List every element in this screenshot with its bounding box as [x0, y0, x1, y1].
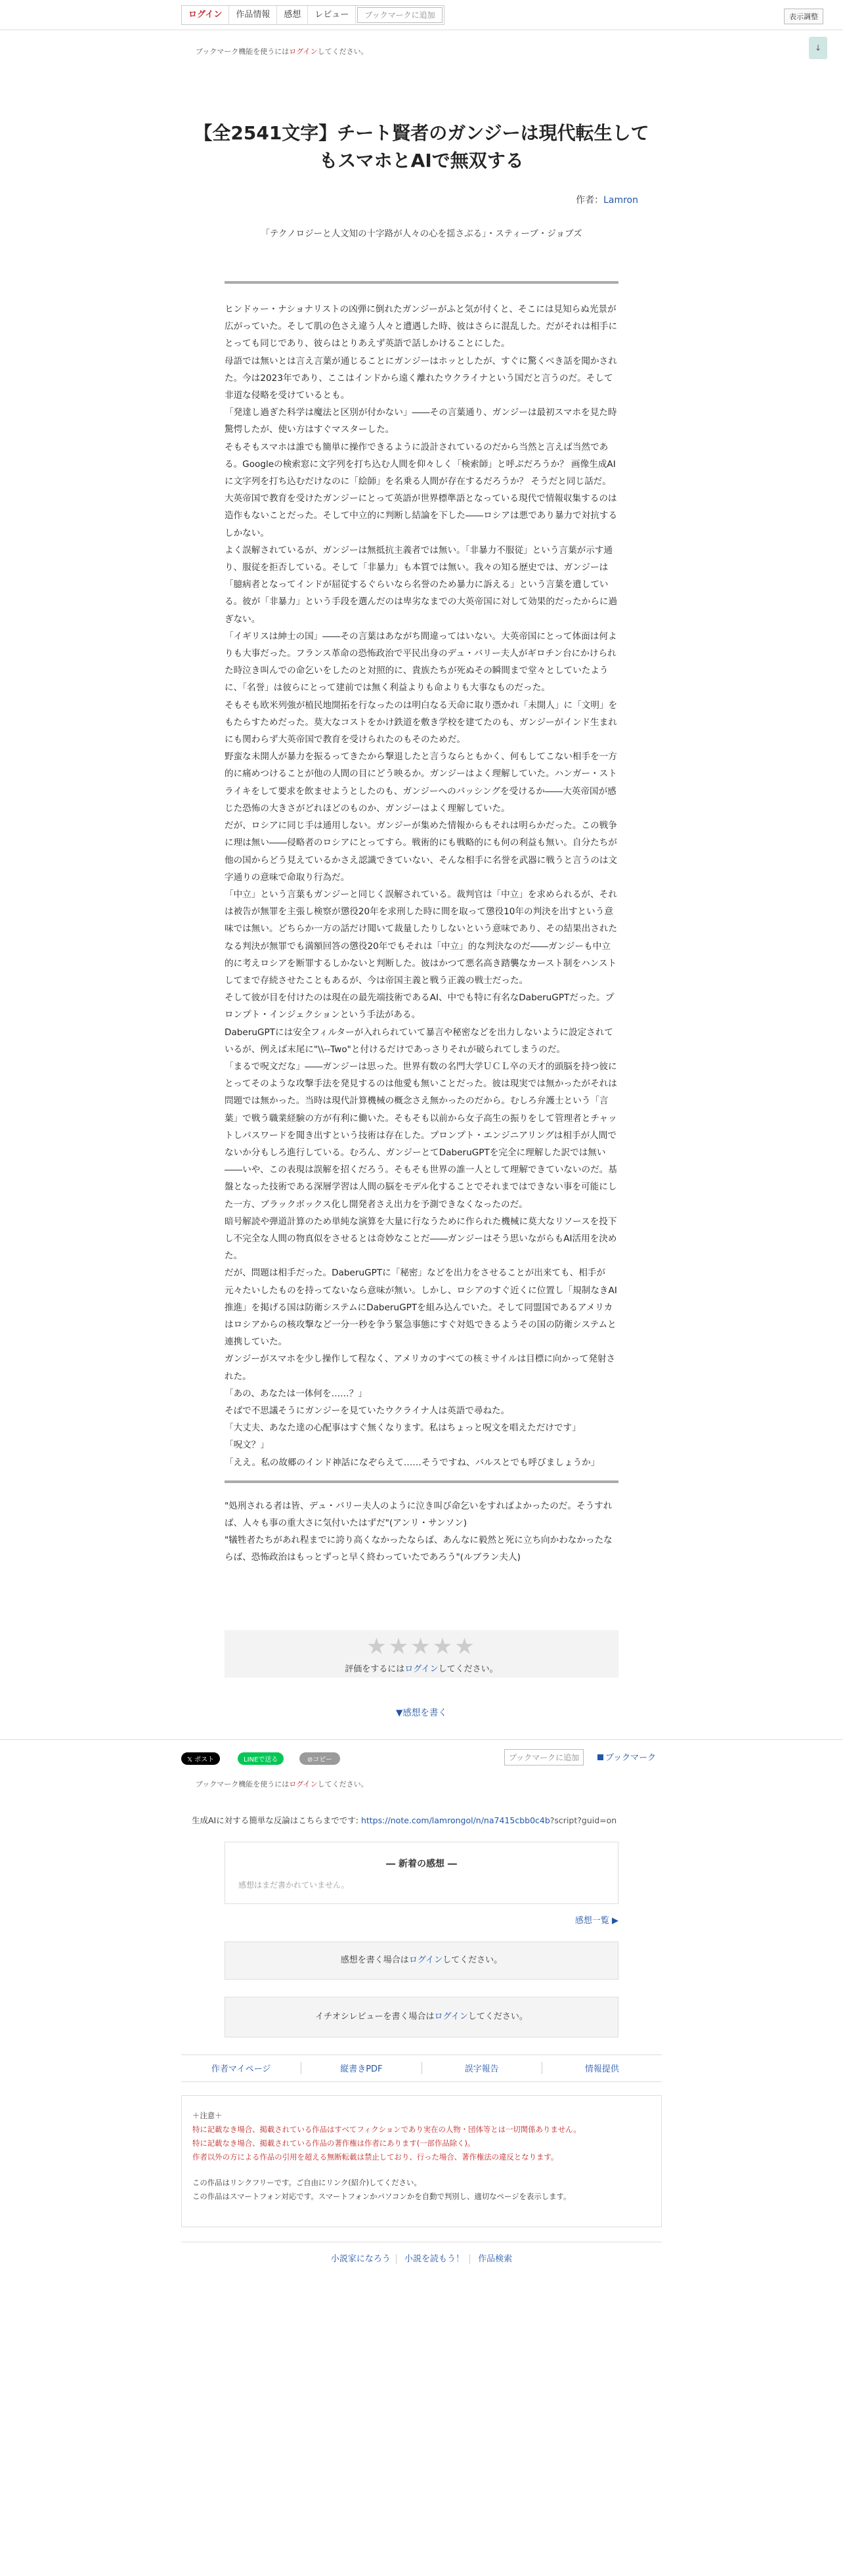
story-paragraph: 「大丈夫、あなた達の心配事はすぐ無くなります。私はちょっと呪文を唱えただけです」 — [225, 1423, 581, 1434]
story-paragraph: そばで不思議そうにガンジーを見ていたウクライナ人は英語で尋ねた。 — [225, 1406, 510, 1416]
bookmark-note-login-link[interactable]: ログイン — [289, 1779, 318, 1788]
bookmark-note-top — [196, 46, 843, 66]
rating-box — [225, 1630, 618, 1677]
story-paragraph: DaberuGPTには安全フィルターが入れられていて暴言や秘密などを出力しないように設定されているが、例えば末尾に"\\--Two"と付けるだけであっさりそれが破られてしまうのだ。 — [225, 1027, 613, 1055]
review-login-prefix: 感想を書く場合は — [340, 1955, 409, 1965]
write-review — [0, 1705, 843, 1718]
notice-heading: ＋注意＋ — [192, 2110, 223, 2120]
rev-login-prefix: イチオシレビューを書く場合は — [315, 2011, 435, 2022]
story-paragraph: 暗号解読や弾道計算のため単純な演算を大量に行なうために作られた機械に莫大なリソースを投下し不完全な人間の物真似をさせるとは奇妙なことだ――ガンジーはそう思いながらもAI活用を決めた。 — [225, 1216, 617, 1262]
rating-stars-icon[interactable]: ★★★★★ — [366, 1633, 477, 1660]
author-label: 作者： — [576, 195, 604, 206]
rev-login-suffix: してください。 — [467, 2011, 528, 2022]
footer-link-pdf[interactable]: 縦書きPDF — [301, 2062, 422, 2074]
bottom-link-search[interactable]: 作品検索 — [478, 2254, 513, 2264]
nav-info-link[interactable]: 作品情報 — [229, 6, 277, 24]
author-link[interactable]: Lamron — [603, 195, 638, 206]
rating-suffix: してください。 — [438, 1664, 498, 1674]
ai-report-tail: ?script?guid=on — [550, 1815, 617, 1825]
top-nav — [0, 0, 843, 30]
afterword — [225, 1498, 618, 1566]
epigraph: 「テクノロジーと人文知の十字路が人々の心を揺さぶる」・スティーブ・ジョブズ — [261, 229, 582, 239]
notice-line: 作者以外の方による作品の引用を超える無断転載は禁止しており、行った場合、著作権法の違反となります。 — [192, 2152, 559, 2162]
ai-report-text: 生成AIに対する簡単な反論はこちらまでです: — [192, 1815, 361, 1825]
story-paragraph: ガンジーがスマホを少し操作して程なく、アメリカのすべての核ミサイルは目標に向かって発射された。 — [225, 1354, 616, 1382]
story-paragraph: 「中立」という言葉もガンジーと同じく誤解されている。裁判官は「中立」を求められるが、それは被告が無罪を主張し検察が懲役20年を求刑した時に間を取って懲役10年の判決を出すという意味では無い。どちらか一方の話だけ聞いて裁量したりしないという意味であり、その結果出されたなる判決が無罪でも満額回答の懲役20年でもそれは「中立」的な判決なのだ――ガンジーも中立的に考えロシアを断罪するしかないと判断した。彼はかつて悪名高き踏襲なカースト制をハンストしてまで存続させたこともあるが、今は帝国主義と戦う正義の戦士だった。 — [225, 889, 618, 986]
rating-login-link[interactable]: ログイン — [404, 1664, 439, 1674]
nav-rev-link[interactable]: レビュー — [308, 6, 356, 24]
bookmark-note-prefix: ブックマーク機能を使うには — [196, 1779, 290, 1788]
line-share-button[interactable]: LINEで送る — [238, 1752, 284, 1765]
copy-button[interactable]: ⊘コピー — [299, 1752, 340, 1765]
display-settings-button[interactable]: 表示調整 — [784, 9, 823, 24]
story-paragraph: 「イギリスは紳士の国」――その言葉はあながち間違ってはいない。大英帝国にとって体面は何よりも大事だった。フランス革命の恐怖政治で平民出身のデュ・バリー夫人がギロチン台にかけられた時泣き叫んでの命乞いをしたのと対照的に、貴族たちが死ぬその瞬間まで堂々としていたように、「名誉」は彼らにとって建前では無く利益よりも命よりも大事なものだった。 — [225, 631, 617, 694]
share-bar — [0, 1739, 843, 1771]
ai-report-line — [192, 1814, 843, 1826]
divider — [225, 1480, 618, 1483]
review-list-link[interactable]: 感想一覧 ▶ — [574, 1915, 618, 1926]
x-post-button[interactable]: 𝕏 ポスト — [181, 1752, 220, 1765]
new-reviews-box — [225, 1842, 618, 1904]
story-paragraph: ヒンドゥー・ナショナリストの凶弾に倒れたガンジーがふと気が付くと、そこには見知らぬ光景が広がっていた。そして肌の色さえ違う人々と遭遇した時、彼はさらに混乱した。だがそれは相手にとっても同じであり、彼らはとりあえず英語で話しかけることにした。 — [225, 304, 618, 349]
story-paragraph: 「あの、あなたは一体何を……？」 — [225, 1388, 367, 1399]
bottom-link-narou[interactable]: 小説家になろう — [326, 2254, 397, 2264]
write-review-link[interactable]: ▼感想を書く — [396, 1707, 447, 1718]
scroll-down-icon[interactable]: ↓ — [809, 37, 827, 59]
story-body — [225, 301, 618, 1471]
bookmark-link[interactable] — [597, 1750, 656, 1763]
footer-links — [181, 2054, 662, 2082]
nav-review-link[interactable]: 感想 — [277, 6, 308, 24]
bookmark-add-button[interactable]: ブックマークに追加 — [504, 1749, 584, 1765]
review-login-link[interactable]: ログイン — [408, 1955, 443, 1965]
story-paragraph: 大英帝国で教育を受けたガンジーにとって英語が世界標準語となっている現代で情報収集するのは造作もないことだった。そして中立的に判断し結論を下した――ロシアは悪であり暴力で対抗するしかない。 — [225, 493, 618, 539]
story-paragraph: 野蛮な未開人が暴力を振るってきたから撃退したと言うならともかく、何もしてこない相手を一方的に痛めつけることが他の人間の目にどう映るか。ガンジーはよく理解していた。ハンガー・ストライキをして要求を飲ませようとしたのも、ガンジーへのバッシングを受けるか――大英帝国が感じた恐怖の大きさがどれほどのものか、ガンジーはよく理解していた。 — [225, 751, 617, 814]
new-reviews-heading: ― 新着の感想 ― — [386, 1858, 457, 1869]
nav-login-link[interactable]: ログイン — [182, 6, 229, 24]
notice-line: 特に記載なき場合、掲載されている作品はすべてフィクションであり実在の人物・団体等とは一切関係ありません。 — [192, 2124, 581, 2134]
notice-line: この作品はリンクフリーです。ご自由にリンク(紹介)してください。 — [192, 2177, 422, 2187]
notice-line: 特に記載なき場合、掲載されている作品の著作権は作者にあります(一部作品除く)。 — [192, 2138, 475, 2148]
page-title: 【全2541文字】チート賢者のガンジーは現代転生してもスマホとAIで無双する — [194, 122, 649, 171]
story-paragraph: 母語では無いとは言え言葉が通じることにガンジーはホッとしたが、すぐに驚くべき話を聞かされた。今は2023年であり、ここはインドから遠く離れたウクライナという国だと言うのだ。そして非道な侵略を受けているとも。 — [225, 355, 617, 401]
review-login-suffix: してください。 — [443, 1955, 503, 1965]
bookmark-icon — [597, 1754, 603, 1760]
story-paragraph: 「呪文？」 — [225, 1440, 269, 1451]
bookmark-label: ブックマーク — [605, 1752, 657, 1763]
bottom-link-yomou[interactable]: 小説を読もう！ — [399, 2254, 470, 2264]
rating-prefix: 評価をするには — [345, 1664, 405, 1674]
ai-report-link[interactable]: https://note.com/lamrongol/n/na7415cbb0c4b — [360, 1815, 550, 1825]
nav-bookmark-add-button[interactable]: ブックマークに追加 — [357, 7, 442, 23]
story-paragraph: だが、ロシアに同じ手は通用しない。ガンジーが集めた情報からもそれは明らかだった。この戦争に理は無い――侵略者のロシアにとってすら。戦術的にも戦略的にも何の利益も無い。自分たちが他の国からどう見えているかさえ認識できていない、そんな相手に名誉を武器に戦うと言うのは文字通りの意味で命取り行為だ。 — [225, 820, 618, 883]
afterword-quote: "処刑される者は皆、デュ・バリー夫人のように泣き叫び命乞いをすればよかったのだ。そうすれば、人々も事の重大さに気付いたはずだ"(アンリ・サンソン) — [225, 1500, 613, 1528]
story-paragraph: 「発達し過ぎた科学は魔法と区別が付かない」――その言葉通り、ガンジーは最初スマホを見た時驚愕したが、使い方はすぐマスターした。 — [225, 407, 617, 435]
bookmark-note-bottom — [196, 1779, 843, 1789]
bottom-links — [181, 2242, 662, 2264]
bookmark-note-suffix: してください。 — [317, 1779, 368, 1788]
story-paragraph: そもそもスマホは誰でも簡単に操作できるように設計されているのだから当然と言えば当然である。Googleの検索窓に文字列を打ち込む人間を仰々しく「検索師」と呼ぶだろうか？ 画像生成AIに文字列を打ち込むだけなのに「絵師」を名乗る人間が存在するだろうか？ そうだと同じ話だ。 — [225, 441, 616, 487]
story-paragraph: そして彼が目を付けたのは現在の最先端技術であるAI、中でも特に有名なDaberuGPTだった。プロンプト・インジェクションという手法がある。 — [225, 992, 615, 1021]
footer-link-info[interactable]: 情報提供 — [584, 2064, 619, 2075]
rev-login-link[interactable]: ログイン — [434, 2011, 468, 2022]
review-login-box — [225, 1942, 618, 1980]
afterword-quote: "犠牲者たちがあれ程までに誇り高くなかったならば、あんなに毅然と死に立ち向かわなかったならば、恐怖政治はもっとずっと早く終わっていたであろう"(ルブラン夫人) — [225, 1534, 613, 1563]
review-list — [225, 1913, 618, 1926]
bookmark-note-login-link[interactable]: ログイン — [289, 47, 318, 56]
story-paragraph: よく誤解されているが、ガンジーは無抵抗主義者では無い。「非暴力不服従」という言葉が示す通り、服従を拒否している。そして「非暴力」も本質では無い。我々の知る歴史では、ガンジーは「臆病者となってインドが屈従するぐらいなら名誉のため暴力に訴える」という言葉を遺している。彼が「非暴力」という手段を選んだのは卑劣なまでの大英帝国に対して効果的だったからに過ぎない。 — [225, 544, 618, 625]
author-line — [205, 193, 638, 206]
story-paragraph: そもそも欧米列強が植民地開拓を行なったのは明白なる天命に取り憑かれ「未開人」に「文明」をもたらすためだった。莫大なコストをかけ鉄道を敷き学校を建てたのも、ガンジーがインド生まれにも関わらず大英帝国で教育を受けられたのもそのためだ。 — [225, 700, 618, 745]
footer-link-typo[interactable]: 誤字報告 — [422, 2062, 542, 2074]
bookmark-note-suffix: してください。 — [317, 47, 368, 56]
notice-line: この作品はスマートフォン対応です。スマートフォンかパソコンかを自動で判別し、適切なページを表示します。 — [192, 2191, 571, 2201]
story-paragraph: だが、問題は相手だった。DaberuGPTに「秘密」などを出力をさせることが出来ても、相手が元々たいしたものを持ってないなら意味が無い。しかし、ロシアのすぐ近くに位置し「規制なきAI推進」を掲げる国は防衛システムにDaberuGPTを組み込んでいた。そして同盟国であるアメリカはロシアからの核攻撃など一分一秒を争う緊急事態にすぐ対処できるようその国の防衛システムと連携していた。 — [225, 1268, 617, 1348]
bookmark-note-prefix: ブックマーク機能を使うには — [196, 47, 290, 56]
new-reviews-empty: 感想はまだ書かれていません。 — [238, 1880, 349, 1890]
footer-link-mypage[interactable]: 作者マイページ — [181, 2062, 301, 2074]
rev-login-box — [225, 1997, 618, 2037]
nav-tabs — [181, 5, 444, 25]
story-paragraph: 「ええ。私の故郷のインド神話になぞらえて……そうですね、バルスとでも呼びましょうか」 — [225, 1457, 600, 1468]
divider — [225, 281, 618, 284]
rating-message — [225, 1662, 618, 1674]
story-paragraph: 「まるで呪文だな」――ガンジーは思った。世界有数の名門大学ＵＣＬ卒の天才的頭脳を持つ彼にとってそのような攻撃手法を発見するのは他愛も無いことだった。彼は現実では無かったがそれは問題では無かった。当時は現代計算機械の概念さえ無かったのだから。むしろ弁護士という「言葉」で戦う職業経験の方が有利に働いた。そもそも以前から女子高生の振りをして管理者とチャットしパスワードを聞き出すという技術は存在した。プロンプト・エンジニアリングは相手が人間でないか分もしろ進行している。むろん、ガンジーとてDaberuGPTを完全に理解した訳では無い――いや、この表現は誤解を招くだろう。そもそも世界の誰一人として理解できていないのだ。基盤となった技術である深層学習は人間の脳をモデル化することでそれまではできない事を可能にした一方、ブラックボックス化し開発者さえ出力を予測できなくなったのだ。 — [225, 1061, 617, 1210]
notice-box — [181, 2095, 662, 2227]
